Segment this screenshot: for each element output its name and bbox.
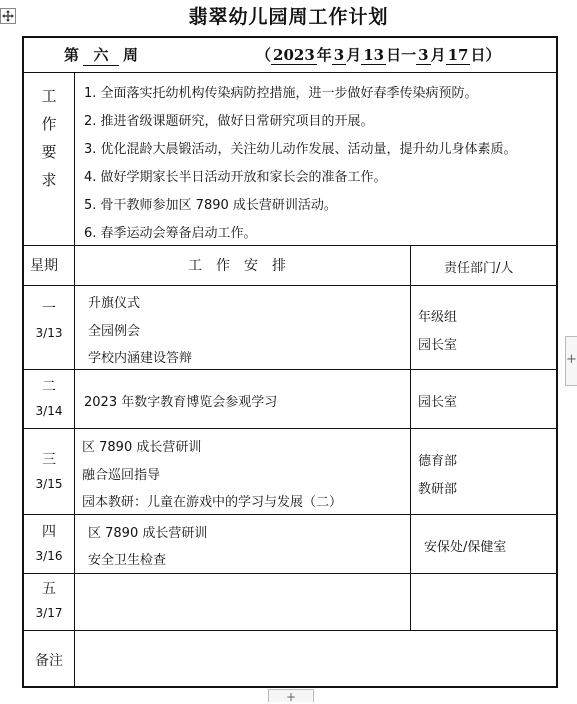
- task-item: 安全卫生检查: [88, 553, 167, 568]
- responsible-item: 年级组: [418, 310, 458, 325]
- requirement-item: 1. 全面落实托幼机构传染病防控措施，进一步做好春季传染病预防。: [84, 86, 478, 101]
- requirement-item: 3. 优化混龄大晨锻活动，关注幼儿动作发展、活动量，提升幼儿身体素质。: [84, 142, 517, 157]
- row-divider: [24, 285, 556, 286]
- task-item: 区 7890 成长营研训: [82, 440, 202, 455]
- side-expand-button[interactable]: +: [565, 336, 577, 386]
- column-divider: [410, 245, 411, 630]
- day-thursday: 四 3/16: [35, 524, 63, 563]
- row-divider: [24, 72, 556, 73]
- header-tasks: 工 作 安 排: [188, 258, 286, 274]
- date-range: （ 2023 年 3 月 13 日一 3 月 17 日）: [256, 46, 501, 64]
- row-divider: [24, 573, 556, 574]
- responsible-item: 安保处/保健室: [424, 540, 507, 555]
- row-divider: [24, 369, 556, 370]
- bottom-expand-button[interactable]: +: [268, 689, 314, 702]
- weekly-plan-table: [22, 36, 558, 688]
- row-divider: [24, 514, 556, 515]
- requirements-label: 工 作 要 求: [41, 87, 57, 189]
- row-divider: [24, 630, 556, 631]
- task-item: 升旗仪式: [88, 296, 141, 311]
- responsible-item: 教研部: [418, 482, 458, 497]
- requirement-item: 6. 春季运动会筹备启动工作。: [84, 226, 257, 241]
- day-wednesday: 三 3/15: [35, 452, 63, 491]
- remarks-label: 备注: [35, 653, 63, 669]
- week-number: 第 六 周: [64, 46, 139, 64]
- task-item: 全园例会: [88, 324, 141, 339]
- day-friday: 五 3/17: [35, 581, 63, 620]
- task-item: 2023 年数字教育博览会参观学习: [84, 395, 278, 410]
- day-tuesday: 二 3/14: [35, 379, 63, 418]
- requirement-item: 4. 做好学期家长半日活动开放和家长会的准备工作。: [84, 170, 387, 185]
- header-responsible: 责任部门/人: [444, 261, 514, 276]
- task-item: 学校内涵建设答辩: [88, 351, 193, 366]
- responsible-item: 德育部: [418, 454, 458, 469]
- responsible-item: 园长室: [418, 338, 458, 353]
- page-title: 翡翠幼儿园周工作计划: [188, 6, 389, 28]
- row-divider: [24, 428, 556, 429]
- requirement-item: 5. 骨干教师参加区 7890 成长营研训活动。: [84, 198, 337, 213]
- column-divider: [74, 72, 75, 686]
- task-item: 区 7890 成长营研训: [88, 526, 208, 541]
- task-item: 园本教研：儿童在游戏中的学习与发展（二）: [82, 495, 343, 510]
- row-divider: [24, 245, 556, 246]
- day-monday: 一 3/13: [35, 301, 63, 340]
- responsible-item: 园长室: [418, 395, 458, 410]
- task-item: 融合巡回指导: [82, 468, 161, 483]
- header-day: 星期: [30, 258, 58, 274]
- requirement-item: 2. 推进省级课题研究，做好日常研究项目的开展。: [84, 114, 374, 129]
